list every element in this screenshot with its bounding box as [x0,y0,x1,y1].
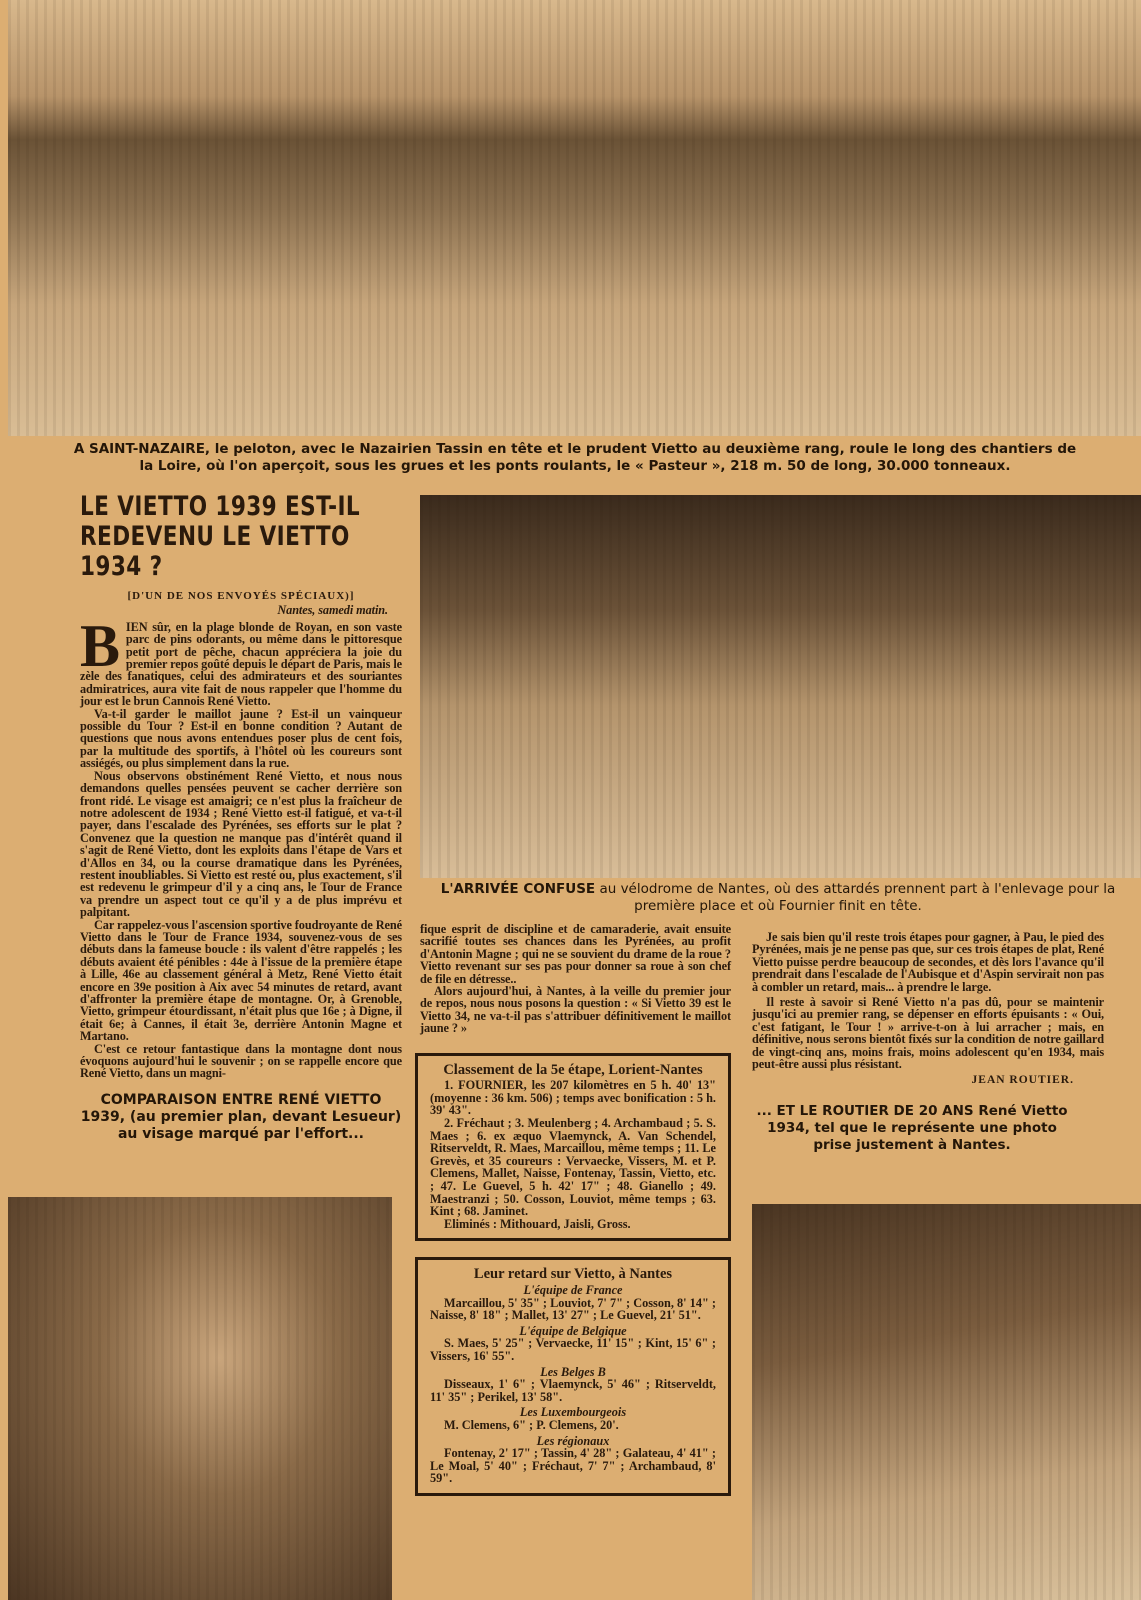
paragraph: Va-t-il garder le maillot jaune ? Est-il un vainqueur possible du Tour ? Est-il en bonne condition ? Autant de questions que nous avons entendues poser plus de cent fois, par la multitude des sportifs, à l'hôtel où les coureurs sont assiégés, ou plus simplement dans la rue. [80,706,402,771]
paragraph: fique esprit de discipline et de camaraderie, avait ensuite sacrifié toutes ses chances dans les Pyrénées, au profit d'Antonin Magne ; qui ne se souvient du drame de la roue ? Vietto revenant sur ses pas pour donner sa roue à son chef de file en détresse.. [420,922,731,986]
top-photo-peloton-saint-nazaire [8,0,1141,436]
team-times: Fontenay, 2' 17" ; Tassin, 4' 28" ; Galateau, 4' 41" ; Le Moal, 5' 40" ; Fréchaut, 7' 7" ; Archambaud, 8' 59". [430,1446,716,1486]
signature: JEAN ROUTIER. [971,1074,1074,1087]
classement-title: Classement de la 5e étape, Lorient-Nantes [443,1061,703,1078]
right-photo-caption [752,1103,1072,1154]
retard-title: Leur retard sur Vietto, à Nantes [473,1266,673,1283]
paragraph: Il reste à savoir si René Vietto n'a pas dû, pour se maintenir jusqu'ici au premier rang, se dépenser en efforts épuisants : « Oui, c'est fatigant, le Tour ! » arrive-t-on à lui arracher ; mais, en définitive, nous serons bientôt fixés sur la condition de notre gaillard de vingt-cinq ans, moins frais, moins adolescent qu'en 1934, mais peut-être aussi plus résistant. [752,995,1104,1072]
middle-stack [415,923,731,1496]
article-headline: LE VIETTO 1939 EST-IL REDEVENU LE VIETTO 1934 ? [80,491,361,582]
team-times: Marcaillou, 5' 35" ; Louviot, 7' 7" ; Cosson, 8' 14" ; Naisse, 8' 18" ; Mallet, 13' 27" ; Le Guevel, 21' 51". [430,1295,716,1323]
columns-row [415,923,1141,1496]
paragraph: Nous observons obstinément René Vietto, et nous nous demandons quelles pensées peuvent se cacher derrière son front ridé. Le visage est amaigri; ce n'est plus la fraîcheur de notre adolescent de 1934 ; René Vietto est-il fatigué, et va-t-il payer, dans l'escalade des Pyrénées, ses efforts sur le plat ? Convenez que la question ne manque pas d'intérêt quand il s'agit de René Vietto, dont les exploits dans l'étape de Vars et d'Allos en 34, ou la course dramatique dans les Pyrénées, restent inoubliables. Si Vietto est resté ou, plus exactement, s'il est redevenu le grimpeur d'il y a cinq ans, le Tour de France va prendre un aspect tout ce qu'il y a de plus imprévu et palpitant. [80,768,402,920]
team-heading: L'équipe de Belgique [519,1323,627,1338]
top-photo-caption: A SAINT-NAZAIRE, le peloton, avec le Nazairien Tassin en tête et le prudent Vietto au deuxième rang, roule le long des chantiers de la Loire, où l'on aperçoit, sous les grues et les ponts roulants, le « Pasteur », 218 m. 50 de long, 30.000 tonneaux. [73,441,1077,474]
team-heading: Les régionaux [536,1433,610,1448]
dateline: Nantes, samedi matin. [277,603,388,618]
classement-box [415,1053,731,1242]
caption-rest: au vélodrome de Nantes, où des attardés prennent part à l'enlevage pour la première place et où Fournier finit en tête. [595,881,1116,914]
paragraph: Alors aujourd'hui, à Nantes, à la veille du premier jour de repos, nous nous posons la question : « Si Vietto 39 est le Vietto 34, ne va-t-il pas s'attribuer définitivement le maillot jaune ? » [420,984,731,1036]
middle-photo-caption [415,881,1141,915]
right-stack [752,923,1104,1154]
article-middle-column [415,923,731,1035]
paragraph: Je sais bien qu'il reste trois étapes pour gagner, à Pau, le pied des Pyrénées, mais je ne pense pas que, sur ces trois étapes de plat, René Vietto puisse perdre beaucoup de secondes, et dès lors l'avance qu'il prendrait dans l'escalade de l'Aubisque et d'Aspin servirait non pas à combler un retard, mais... à prendre le large. [752,930,1104,994]
team-heading: Les Belges B [540,1364,606,1379]
team-times: S. Maes, 5' 25" ; Vervaecke, 11' 15" ; Kint, 15' 6" ; Vissers, 16' 55". [430,1336,716,1363]
right-flow [415,881,1141,1496]
paragraph: IEN sûr, en la plage blonde de Royan, en son vaste parc de pins odorants, ou même dans le pittoresque petit port de pêche, chacun appréciera la joie du premier repos goûté depuis le départ de Paris, mais le zèle des fanatiques, celui des admirateurs et des souriantes admiratrices, aura vite fait de nous rappeler que l'homme du jour est le brun Cannois René Vietto. [80,619,402,709]
byline: [D'UN DE NOS ENVOYÉS SPÉCIAUX)] [127,590,355,602]
middle-photo-arrivee-velodrome [420,495,1141,878]
retard-box [415,1257,731,1496]
article-left-column [80,590,402,1080]
classement-line: Eliminés : Mithouard, Jaisli, Gross. [444,1216,631,1231]
team-times: Disseaux, 1' 6" ; Vlaemynck, 5' 46" ; Ritserveldt, 11' 35" ; Perikel, 13' 58". [430,1377,716,1404]
team-times: M. Clemens, 6" ; P. Clemens, 20'. [444,1417,619,1432]
paragraph: C'est ce retour fantastique dans la montagne dont nous évoquons aujourd'hui le souvenir ; on se rappelle encore que René Vietto, dans un magni- [80,1041,402,1081]
left-flow [80,492,402,1143]
team-heading: L'équipe de France [523,1282,623,1297]
caption-bold: ... ET LE ROUTIER DE 20 ANS [756,1102,974,1119]
classement-line: 2. Fréchaut ; 3. Meulenberg ; 4. Archambaud ; 5. S. Maes ; 6. ex æquo Vlaemynck, A. Van Schendel, Ritserveldt, R. Maes, Marcaillou, même temps ; 11. Le Grevès, et 35 coureurs : Vervaecke, Vissers, M. et P. Clemens, Mallet, Naisse, Fontenay, Tassin, Vietto, etc. ; 47. Le Guevel, 5 h. 42' 17" ; 48. Gianello ; 49. Maestranzi ; 50. Cosson, Louviot, même temps ; 63. Kint ; 68. Jaminet. [430,1116,716,1219]
left-photo-vietto-1939 [8,1197,392,1600]
paragraph: Car rappelez-vous l'ascension sportive foudroyante de René Vietto dans le Tour de France 1934, souvenez-vous de ses débuts dans la fameuse boucle : ils valent d'être rappelés ; les débuts avaient été pénibles : 44e à l'issue de la première étape à Lille, 46e au classement général à Metz, René Vietto était encore en 39e position à Aix avec 54 minutes de retard, avant d'affronter la première étape de montagne. Or, à Grenoble, Vietto, grimpeur étourdissant, n'était plus que 16e ; à Digne, il était 6e; à Cannes, il était 3e, derrière Antonin Magne et Martano. [80,917,402,1044]
caption-rest: René Vietto 1934, tel que le représente une photo prise justement à Nantes. [767,1102,1068,1153]
article-right-column [752,931,1104,1087]
caption-bold: L'ARRIVÉE CONFUSE [440,881,596,897]
team-heading: Les Luxembourgeois [519,1405,627,1420]
drop-cap: B [80,612,120,679]
classement-line: 1. FOURNIER, les 207 kilomètres en 5 h. 40' 13" (moyenne : 36 km. 506) ; temps avec bonification : 5 h. 39' 43". [430,1078,716,1118]
left-photo-caption: COMPARAISON ENTRE RENÉ VIETTO 1939, (au premier plan, devant Lesueur) au visage marqué par l'effort... [80,1091,402,1142]
